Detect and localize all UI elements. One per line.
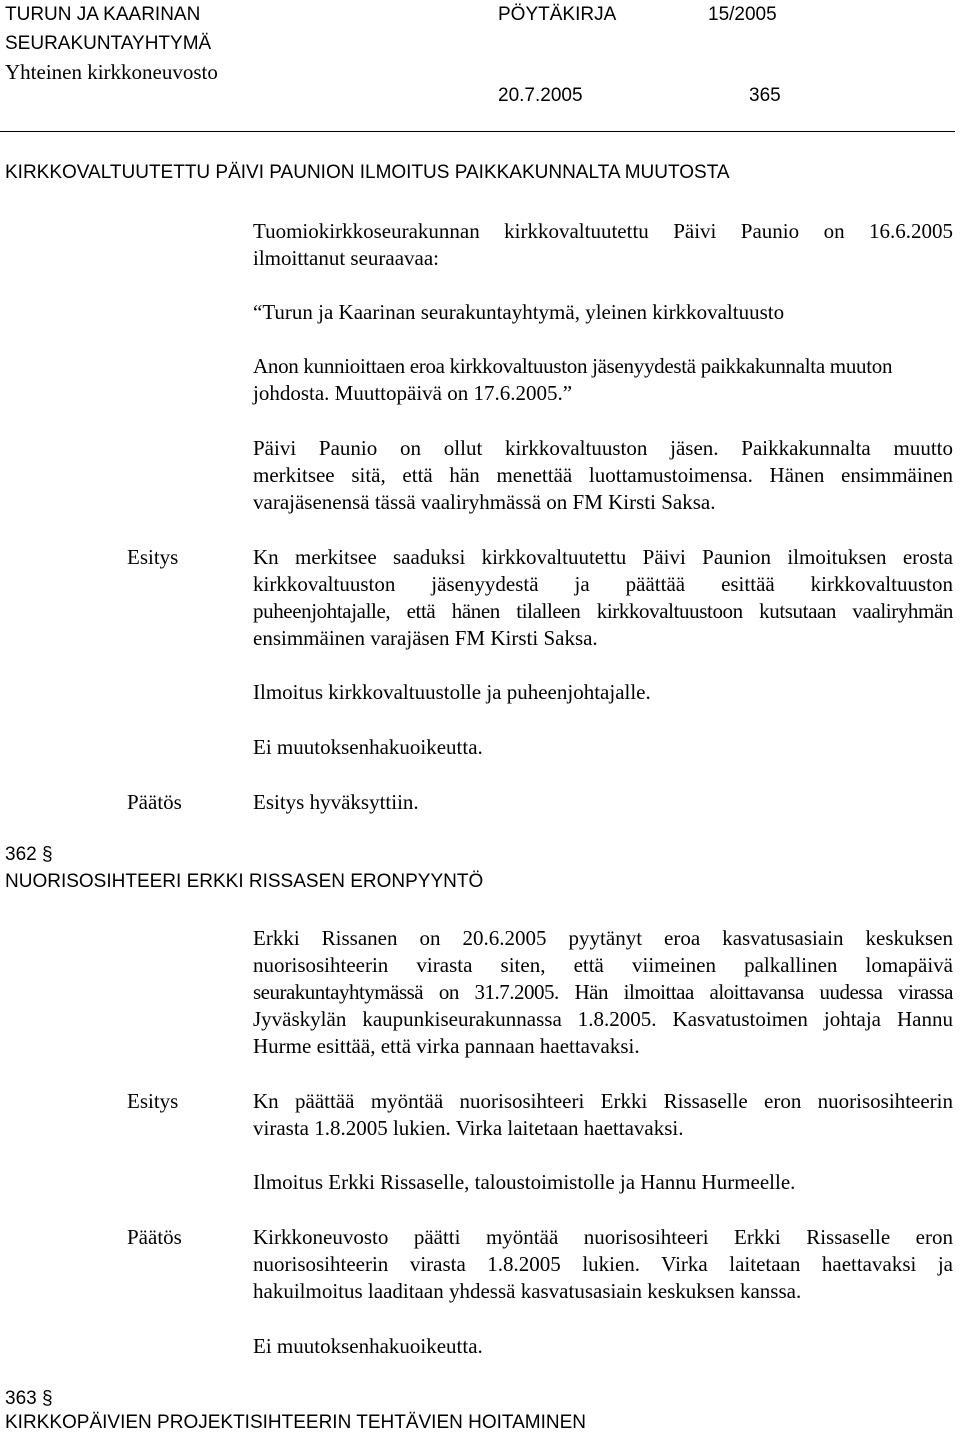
doc-number: 15/2005 (708, 4, 777, 25)
paragraph-line: Erkki Rissanen on 20.6.2005 pyytänyt eroa kasvatusasiain keskuksen (253, 926, 953, 950)
meeting-date: 20.7.2005 (498, 85, 583, 106)
page-number: 365 (749, 85, 781, 106)
quote-line: johdosta. Muuttopäivä on 17.6.2005.” (253, 381, 573, 405)
paatos-label: Päätös (127, 1225, 182, 1249)
paragraph-line: seurakuntayhtymässä on 31.7.2005. Hän ilmoittaa aloittavansa uudessa virassa (253, 980, 953, 1004)
paragraph-line: puheenjohtajalle, että hänen tilalleen kirkkovaltuustoon kutsutaan vaaliryhmän (253, 599, 953, 623)
appeal-note: Ei muutoksenhakuoikeutta. (253, 1334, 483, 1358)
esitys-label: Esitys (127, 545, 179, 569)
notification-line: Ilmoitus kirkkovaltuustolle ja puheenjohtajalle. (253, 680, 651, 704)
quote-line: “Turun ja Kaarinan seurakuntayhtymä, yleinen kirkkovaltuusto (253, 300, 785, 324)
org-name-line2: SEURAKUNTAYHTYMÄ (5, 33, 212, 54)
paragraph-line: Tuomiokirkkoseurakunnan kirkkovaltuutettu Päivi Paunio on 16.6.2005 (253, 219, 953, 243)
section-number: 363 § (5, 1388, 53, 1409)
section-title: NUORISOSIHTEERI ERKKI RISSASEN ERONPYYNTÖ (5, 871, 484, 892)
quote-line: Anon kunnioittaen eroa kirkkovaltuuston jäsenyydestä paikkakunnalta muuton (253, 354, 893, 378)
esitys-label: Esitys (127, 1089, 179, 1113)
section-title: KIRKKOVALTUUTETTU PÄIVI PAUNION ILMOITUS PAIKKAKUNNALTA MUUTOSTA (5, 162, 730, 183)
paragraph-line: ensimmäinen varajäsen FM Kirsti Saksa. (253, 626, 598, 650)
paragraph-line: ilmoittanut seuraavaa: (253, 246, 440, 270)
paragraph-line: hakuilmoitus laaditaan yhdessä kasvatusasiain keskuksen kanssa. (253, 1279, 802, 1303)
paragraph-line: Kn päättää myöntää nuorisosihteeri Erkki Rissaselle eron nuorisosihteerin (253, 1089, 953, 1113)
appeal-note: Ei muutoksenhakuoikeutta. (253, 735, 483, 759)
paragraph-line: Hurme esittää, että virka pannaan haettavaksi. (253, 1034, 640, 1058)
doc-type: PÖYTÄKIRJA (498, 4, 617, 25)
header-divider (0, 131, 955, 132)
section-number: 362 § (5, 844, 53, 865)
paatos-label: Päätös (127, 790, 182, 814)
paragraph-line: varajäsenensä tässä vaaliryhmässä on FM Kirsti Saksa. (253, 490, 716, 514)
org-name-line3: Yhteinen kirkkoneuvosto (5, 60, 218, 84)
paragraph-line: Päivi Paunio on ollut kirkkovaltuuston jäsen. Paikkakunnalta muutto (253, 436, 953, 460)
paragraph-line: nuorisosihteerin virasta 1.8.2005 lukien. Virka laitetaan haettavaksi ja (253, 1252, 953, 1276)
paragraph-line: merkitsee sitä, että hän menettää luottamustoimensa. Hänen ensimmäinen (253, 463, 953, 487)
paragraph-line: nuorisosihteerin virasta siten, että viimeinen palkallinen lomapäivä (253, 953, 953, 977)
decision-text: Esitys hyväksyttiin. (253, 790, 419, 814)
paragraph-line: kirkkovaltuuston jäsenyydestä ja päättää esittää kirkkovaltuuston (253, 572, 953, 596)
paragraph-line: virasta 1.8.2005 lukien. Virka laitetaan haettavaksi. (253, 1116, 684, 1140)
paragraph-line: Kirkkoneuvosto päätti myöntää nuorisosihteeri Erkki Rissaselle eron (253, 1225, 953, 1249)
section-title: KIRKKOPÄIVIEN PROJEKTISIHTEERIN TEHTÄVIEN HOITAMINEN (5, 1412, 587, 1433)
paragraph-line: Kn merkitsee saaduksi kirkkovaltuutettu Päivi Paunion ilmoituksen erosta (253, 545, 953, 569)
notification-line: Ilmoitus Erkki Rissaselle, taloustoimistolle ja Hannu Hurmeelle. (253, 1170, 796, 1194)
paragraph-line: Jyväskylän kaupunkiseurakunnassa 1.8.2005. Kasvatustoimen johtaja Hannu (253, 1007, 953, 1031)
org-name-line1: TURUN JA KAARINAN (5, 4, 201, 25)
